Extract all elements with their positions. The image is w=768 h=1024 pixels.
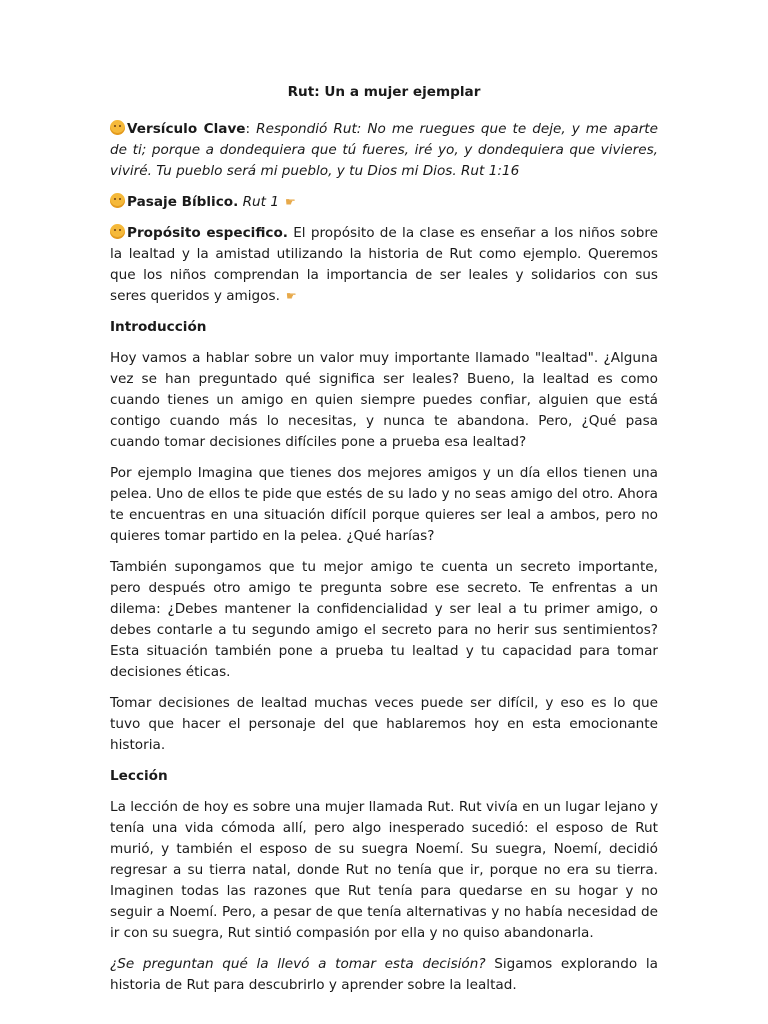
purpose-paragraph	[110, 223, 658, 307]
key-verse-text: Respondió Rut: No me ruegues que te deje, y me aparte de ti; porque a dondequiera que tú fueres, iré yo, y dondequiera que vivieres, viviré. Tu pueblo será mi pueblo, y tu Dios mi Dios. Rut 1:16	[110, 121, 659, 179]
passage-paragraph	[110, 192, 658, 213]
purpose-text: El propósito de la clase es enseñar a los niños sobre la lealtad y la amistad utilizando la historia de Rut como ejemplo. Queremos que los niños comprendan la importancia de ser leales y solidarios con sus seres queridos y amigos.	[110, 225, 658, 304]
intro-paragraph: Hoy vamos a hablar sobre un valor muy importante llamado "lealtad". ¿Alguna vez se han preguntado qué significa ser leales? Bueno, la lealtad es como cuando tienes un amigo en quien siempre puedes confiar, alguien que está contigo cuando más lo necesitas, y nunca te abandona. Pero, ¿Qué pasa cuando tomar decisiones difíciles pone a prueba esa lealtad?	[110, 350, 658, 450]
key-verse-sep: :	[245, 121, 251, 137]
purpose-label: Propósito especifico.	[127, 225, 288, 241]
passage-text: Rut 1	[242, 194, 279, 210]
document-title: Rut: Un a mujer ejemplar	[287, 84, 481, 100]
key-verse-label: Versículo Clave	[127, 121, 246, 137]
intro-paragraph: Tomar decisiones de lealtad muchas veces puede ser difícil, y eso es lo que tuvo que hacer el personaje del que hablaremos hoy en esta emocionante historia.	[110, 695, 658, 753]
intro-heading: Introducción	[110, 319, 207, 335]
pointing-hand-icon: ☛	[284, 195, 296, 209]
lesson-question-rest: Sigamos explorando la historia de Rut para descubrirlo y aprender sobre la lealtad.	[110, 956, 658, 993]
smiling-face-icon	[110, 120, 125, 135]
key-verse-paragraph	[110, 119, 658, 182]
lesson-heading: Lección	[110, 768, 168, 784]
intro-paragraph: También supongamos que tu mejor amigo te cuenta un secreto importante, pero después otro amigo te pregunta sobre ese secreto. Te enfrentas a un dilema: ¿Debes mantener la confidencialidad y ser leal a tu primer amigo, o debes contarle a tu segundo amigo el secreto para no herir sus sentimientos? Esta situación también pone a prueba tu lealtad y tu capacidad para tomar decisiones éticas.	[110, 559, 658, 680]
document-page	[110, 82, 658, 1006]
intro-paragraph: Por ejemplo Imagina que tienes dos mejores amigos y un día ellos tienen una pelea. Uno de ellos te pide que estés de su lado y no seas amigo del otro. Ahora te encuentras en una situación difícil porque quieres ser leal a ambos, pero no quieres tomar partido en la pelea. ¿Qué harías?	[110, 465, 658, 544]
passage-label: Pasaje Bíblico.	[127, 194, 239, 210]
lesson-question-paragraph	[110, 954, 658, 996]
lesson-paragraph: La lección de hoy es sobre una mujer llamada Rut. Rut vivía en un lugar lejano y tenía una vida cómoda allí, pero algo inesperado sucedió: el esposo de Rut murió, y también el esposo de su suegra Noemí. Su suegra, Noemí, decidió regresar a su tierra natal, donde Rut no tenía que ir, porque no era su tierra. Imaginen todas las razones que Rut tenía para quedarse en su hogar y no seguir a Noemí. Pero, a pesar de que tenía alternativas y no había necesidad de ir con su suegra, Rut sintió compasión por ella y no quiso abandonarla.	[110, 799, 658, 941]
lesson-question-italic: ¿Se preguntan qué la llevó a tomar esta decisión?	[110, 956, 486, 972]
pointing-hand-icon: ☛	[285, 289, 297, 303]
smiling-face-icon	[110, 193, 125, 208]
smiling-face-icon	[110, 224, 125, 239]
